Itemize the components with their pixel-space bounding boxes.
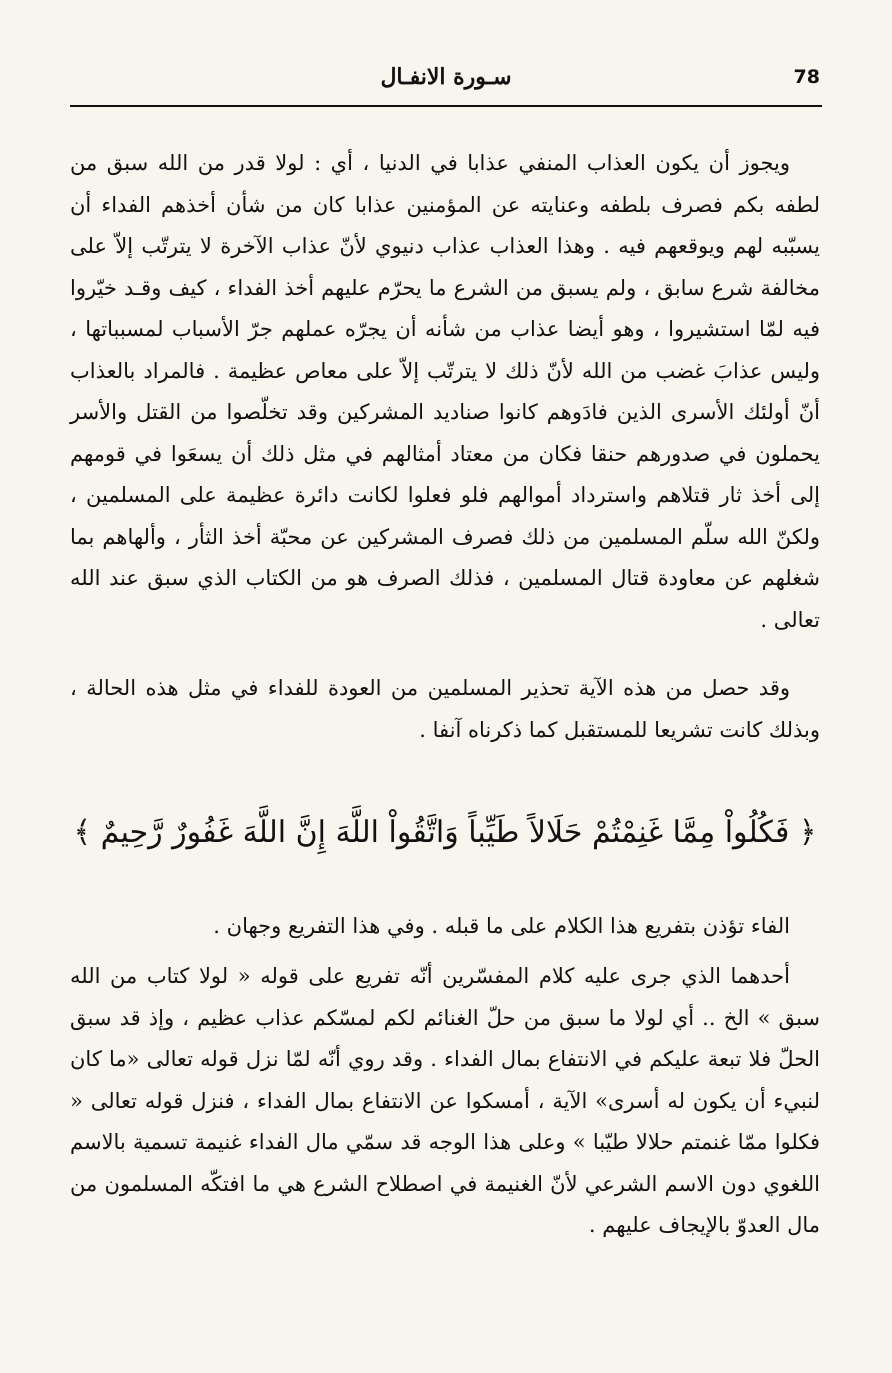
paragraph-2	[70, 668, 820, 751]
page-number: 78	[793, 66, 820, 88]
paragraph-3	[70, 906, 820, 948]
header-rule	[70, 105, 822, 107]
paragraph-1	[70, 143, 820, 641]
page-header	[72, 64, 820, 104]
paragraph-text: أحدهما الذي جرى عليه كلام المفسّرين أنّه تفريع على قوله « لولا كتاب من الله سبق » الخ .. أي لولا ما سبق من حلّ الغنائم لكم لمسّكم عذاب عظيم ، وإذ قد سبق الحلّ فلا تبعة عليكم في الانتفاع بمال الفداء . وقد روي أنّه لمّا نزل قوله تعالى «ما كان لنبيء أن يكون له أسرى» الآية ، أمسكوا عن الانتفاع بمال الفداء ، فنزل قوله تعالى « فكلوا ممّا غنمتم حلالا طيّبا » وعلى هذا الوجه قد سمّي مال الفداء غنيمة تسمية بالاسم اللغوي دون الاسم الشرعي لأنّ الغنيمة في اصطلاح الشرع هي ما افتكّه المسلمون من مال العدوّ بالإيجاف عليهم .	[70, 964, 820, 1237]
running-title: سـورة الانفـال	[380, 64, 512, 90]
paragraph-4	[70, 956, 820, 1247]
paragraph-text: الفاء تؤذن بتفريع هذا الكلام على ما قبله . وفي هذا التفريع وجهان .	[213, 914, 790, 938]
paragraph-text: وقد حصل من هذه الآية تحذير المسلمين من العودة للفداء في مثل هذه الحالة ، وبذلك كانت تشريعا للمستقبل كما ذكرناه آنفا .	[70, 676, 820, 742]
quran-verse: ﴿ فَكُلُواْ مِمَّا غَنِمْتُمْ حَلَالاً طَيِّباً وَاتَّقُواْ اللَّهَ إِنَّ اللَّهَ غَفُورٌ رَّحِيمٌ ﴾	[73, 815, 817, 850]
paragraph-text: ويجوز أن يكون العذاب المنفي عذابا في الدنيا ، أي : لولا قدر من الله سبق من لطفه بكم فصرف بلطفه وعنايته عن المؤمنين عذابا كان من شأن أخذهم الفداء أن يسبّبه لهم ويوقعهم فيه . وهذا العذاب عذاب دنيوي لأنّ عذاب الآخرة لا يترتّب إلاّ على مخالفة شرع سابق ، ولم يسبق من الشرع ما يحرّم عليهم أخذ الفداء ، كيف وقـد خيّروا فيه لمّا استشيروا ، وهو أيضا عذاب من شأنه أن يجرّه عملهم جرّ الأسباب لمسبباتها ، وليس عذابَ غضب من الله لأنّ ذلك لا يترتّب إلاّ على معاص عظيمة . فالمراد بالعذاب أنّ أولئك الأسرى الذين فادَوهم كانوا صناديد المشركين وقد تخلّصوا من القتل والأسر يحملون في صدورهم حنقا فكان من معتاد أمثالهم في مثل ذلك أن يسعَوا في قومهم إلى أخذ ثار قتلاهم واسترداد أموالهم فلو فعلوا لكانت دائرة عظيمة على المسلمين ، ولكنّ الله سلّم المسلمين من ذلك فصرف المشركين عن محبّة أخذ الثأر ، وألهاهم بما شغلهم عن معاودة قتال المسلمين ، فذلك الصرف هو من الكتاب الذي سبق عند الله تعالى .	[70, 151, 820, 632]
